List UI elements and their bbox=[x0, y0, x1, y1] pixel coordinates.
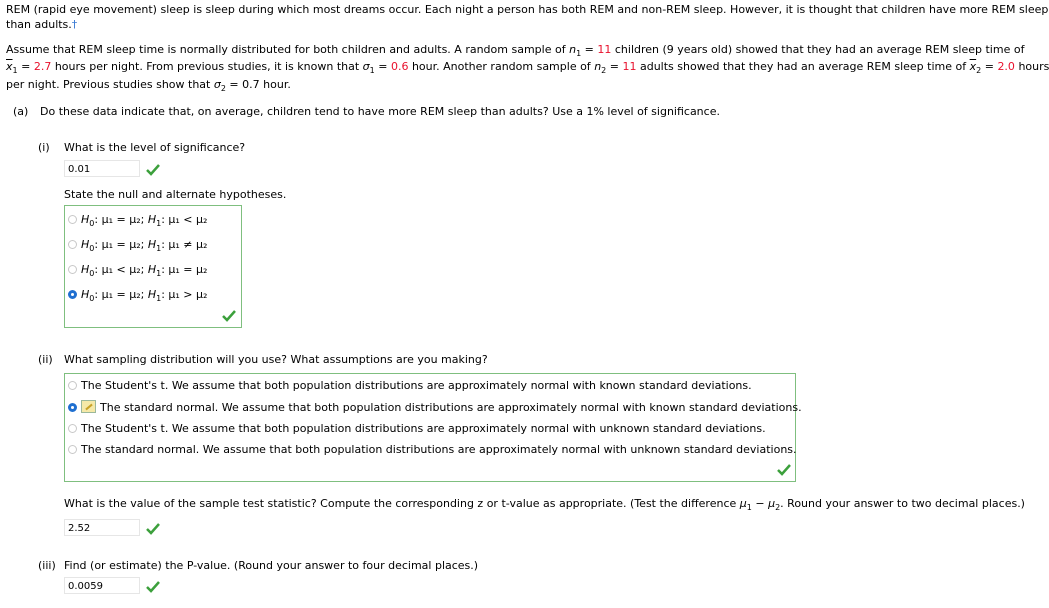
check-icon bbox=[222, 310, 236, 322]
radio-button[interactable] bbox=[68, 215, 77, 224]
q2-label: (ii) bbox=[38, 353, 53, 366]
footnote-dagger[interactable]: † bbox=[71, 18, 78, 31]
dist-option[interactable]: The standard normal. We assume that both population distributions are approximately normal with unknown standard deviations. bbox=[68, 443, 797, 456]
dist-option[interactable]: The Student's t. We assume that both population distributions are approximately normal with known standard deviations. bbox=[68, 379, 752, 392]
dist-option[interactable]: The Student's t. We assume that both population distributions are approximately normal with unknown standard deviations. bbox=[68, 422, 766, 435]
intro-line-1: REM (rapid eye movement) sleep is sleep during which most dreams occur. Each night a person has both REM and non-REM sleep. However, it is thought that children have more REM sleep bbox=[6, 3, 1049, 16]
hyp-option-selected[interactable]: $H_0$: μ₁ = μ₂; $H_1$: μ₁ > μ₂ bbox=[68, 288, 207, 301]
hyp-option[interactable]: $H_0$: μ₁ < μ₂; $H_1$: μ₁ = μ₂ bbox=[68, 263, 207, 276]
check-icon bbox=[777, 464, 791, 476]
radio-button[interactable] bbox=[68, 445, 77, 454]
test-statistic-input[interactable]: 2.52 bbox=[64, 519, 140, 536]
radio-button-selected[interactable] bbox=[68, 403, 77, 412]
radio-button[interactable] bbox=[68, 381, 77, 390]
intro-line-2: than adults.† bbox=[6, 18, 78, 31]
hyp-prompt: State the null and alternate hypotheses. bbox=[64, 188, 287, 201]
q1-label: (i) bbox=[38, 141, 50, 154]
pencil-icon bbox=[81, 400, 96, 413]
check-icon bbox=[146, 581, 160, 593]
dist-option-selected[interactable]: The standard normal. We assume that both population distributions are approximately normal with known standard deviations. bbox=[68, 400, 802, 414]
q2-text: What sampling distribution will you use? What assumptions are you making? bbox=[64, 353, 488, 366]
radio-button[interactable] bbox=[68, 265, 77, 274]
radio-button[interactable] bbox=[68, 424, 77, 433]
q1-text: What is the level of significance? bbox=[64, 141, 246, 154]
check-icon bbox=[146, 523, 160, 535]
hyp-option[interactable]: $H_0$: μ₁ = μ₂; $H_1$: μ₁ ≠ μ₂ bbox=[68, 238, 207, 251]
significance-input[interactable]: 0.01 bbox=[64, 160, 140, 177]
part-a-label: (a) bbox=[13, 105, 29, 118]
hyp-option[interactable]: $H_0$: μ₁ = μ₂; $H_1$: μ₁ < μ₂ bbox=[68, 213, 207, 226]
check-icon bbox=[146, 164, 160, 176]
radio-button[interactable] bbox=[68, 240, 77, 249]
radio-button-selected[interactable] bbox=[68, 290, 77, 299]
p-value-input[interactable]: 0.0059 bbox=[64, 577, 140, 594]
q3-label: (iii) bbox=[38, 559, 56, 572]
assume-line-1: Assume that REM sleep time is normally distributed for both children and adults. A random sample of $n_1 = 11$ children (9 years old) showed that they had an average REM sleep time of bbox=[6, 43, 1025, 58]
q3-text: Find (or estimate) the P-value. (Round your answer to four decimal places.) bbox=[64, 559, 479, 572]
assume-line-3: per night. Previous studies show that $\sigma_2 = 0.7$ hour. bbox=[6, 78, 291, 93]
stat-prompt: What is the value of the sample test statistic? Compute the corresponding z or t-value as appropriate. (Test the difference $\mu_1 - \mu_2$. Round your answer to two decimal places.) bbox=[64, 497, 1025, 512]
assume-line-2: $\overline{x}_1 = 2.7$ hours per night. From previous studies, it is known that $\sigma_1 = 0.6$ hour. Another random sample of $n_2 = 11$ adults showed that they had an average REM sleep time of $\overline{x}_2 = 2.0$ hours bbox=[6, 60, 1049, 75]
part-a-text: Do these data indicate that, on average, children tend to have more REM sleep than adults? Use a 1% level of significance. bbox=[40, 105, 720, 118]
